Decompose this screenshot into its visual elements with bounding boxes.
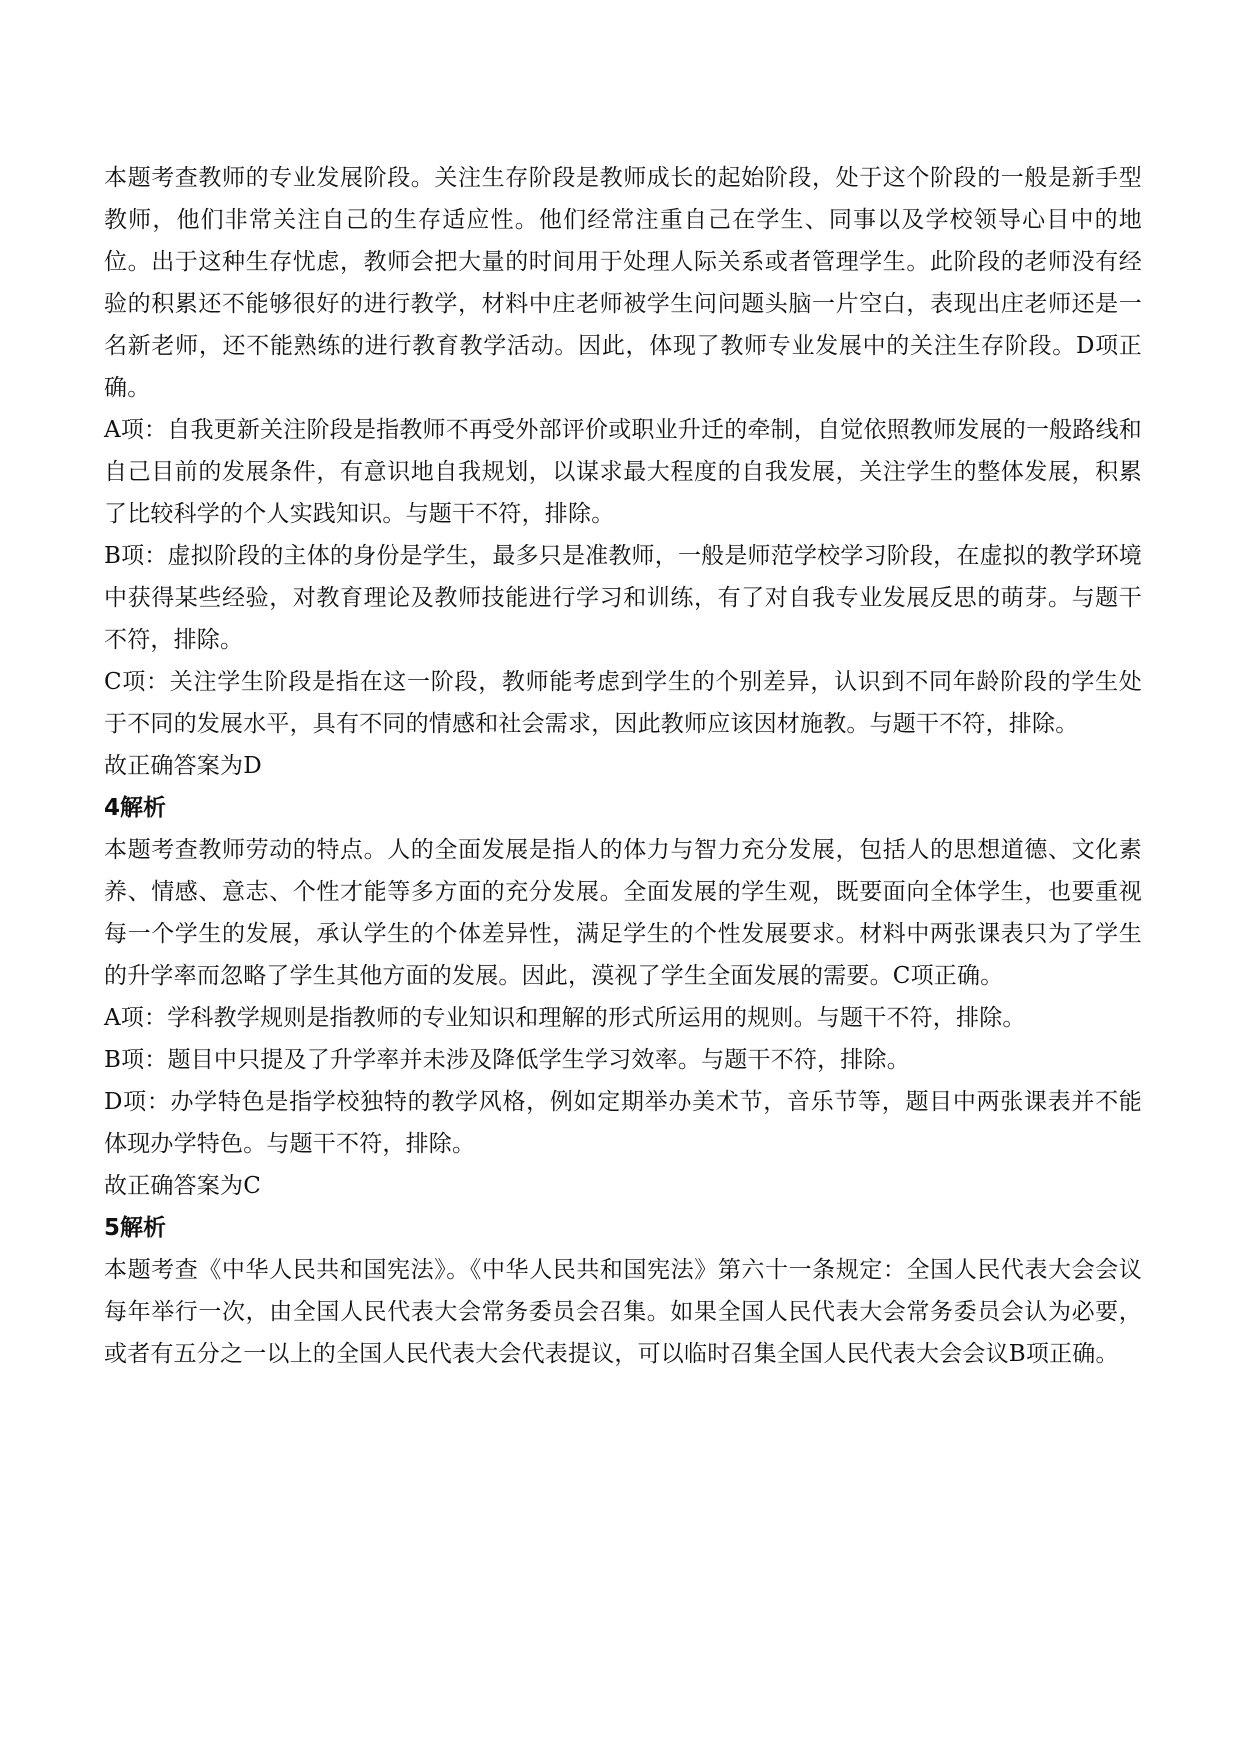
section-4-answer: 故正确答案为C [104, 1173, 261, 1199]
section-4-analysis [104, 787, 1142, 1207]
section-3-main-text: 本题考查教师的专业发展阶段。关注生存阶段是教师成长的起始阶段，处于这个阶段的一般是新手型教师，他们非常关注自己的生存适应性。他们经常注重自己在学生、同事以及学校领导心目中的地位。出于这种生存忧虑，教师会把大量的时间用于处理人际关系或者管理学生。此阶段的老师没有经验的积累还不能够很好的进行教学，材料中庄老师被学生问问题头脑一片空白，表现出庄老师还是一名新老师，还不能熟练的进行教育教学活动。因此，体现了教师专业发展中的关注生存阶段。D项正确。 [104, 165, 1142, 401]
section-3-answer: 故正确答案为D [104, 753, 262, 779]
section-4-option-b: B项：题目中只提及了升学率并未涉及降低学生学习效率。与题干不符，排除。 [104, 1047, 910, 1073]
section-3-option-a: A项：自我更新关注阶段是指教师不再受外部评价或职业升迁的牵制，自觉依照教师发展的一般路线和自己目前的发展条件，有意识地自我规划，以谋求最大程度的自我发展，关注学生的整体发展，积累了比较科学的个人实践知识。与题干不符，排除。 [104, 417, 1142, 527]
section-3-option-c: C项：关注学生阶段是指在这一阶段，教师能考虑到学生的个别差异，认识到不同年龄阶段的学生处于不同的发展水平，具有不同的情感和社会需求，因此教师应该因材施教。与题干不符，排除。 [104, 669, 1142, 737]
section-3-analysis [104, 157, 1142, 787]
section-4-option-d: D项：办学特色是指学校独特的教学风格，例如定期举办美术节，音乐节等，题目中两张课表并不能体现办学特色。与题干不符，排除。 [104, 1089, 1142, 1157]
section-5-analysis [104, 1207, 1142, 1375]
section-5-main-text: 本题考查《中华人民共和国宪法》。《中华人民共和国宪法》第六十一条规定：全国人民代表大会会议每年举行一次，由全国人民代表大会常务委员会召集。如果全国人民代表大会常务委员会认为必要，或者有五分之一以上的全国人民代表大会代表提议，可以临时召集全国人民代表大会会议B项正确。 [104, 1257, 1142, 1367]
section-4-option-a: A项：学科教学规则是指教师的专业知识和理解的形式所运用的规则。与题干不符，排除。 [104, 1005, 1026, 1031]
section-4-heading: 4解析 [104, 795, 167, 821]
section-5-heading: 5解析 [104, 1215, 167, 1241]
section-4-main-text: 本题考查教师劳动的特点。人的全面发展是指人的体力与智力充分发展，包括人的思想道德、文化素养、情感、意志、个性才能等多方面的充分发展。全面发展的学生观，既要面向全体学生，也要重视每一个学生的发展，承认学生的个体差异性，满足学生的个性发展要求。材料中两张课表只为了学生的升学率而忽略了学生其他方面的发展。因此，漠视了学生全面发展的需要。C项正确。 [104, 837, 1142, 989]
section-3-option-b: B项：虚拟阶段的主体的身份是学生，最多只是准教师，一般是师范学校学习阶段，在虚拟的教学环境中获得某些经验，对教育理论及教师技能进行学习和训练，有了对自我专业发展反思的萌芽。与题干不符，排除。 [104, 543, 1142, 653]
